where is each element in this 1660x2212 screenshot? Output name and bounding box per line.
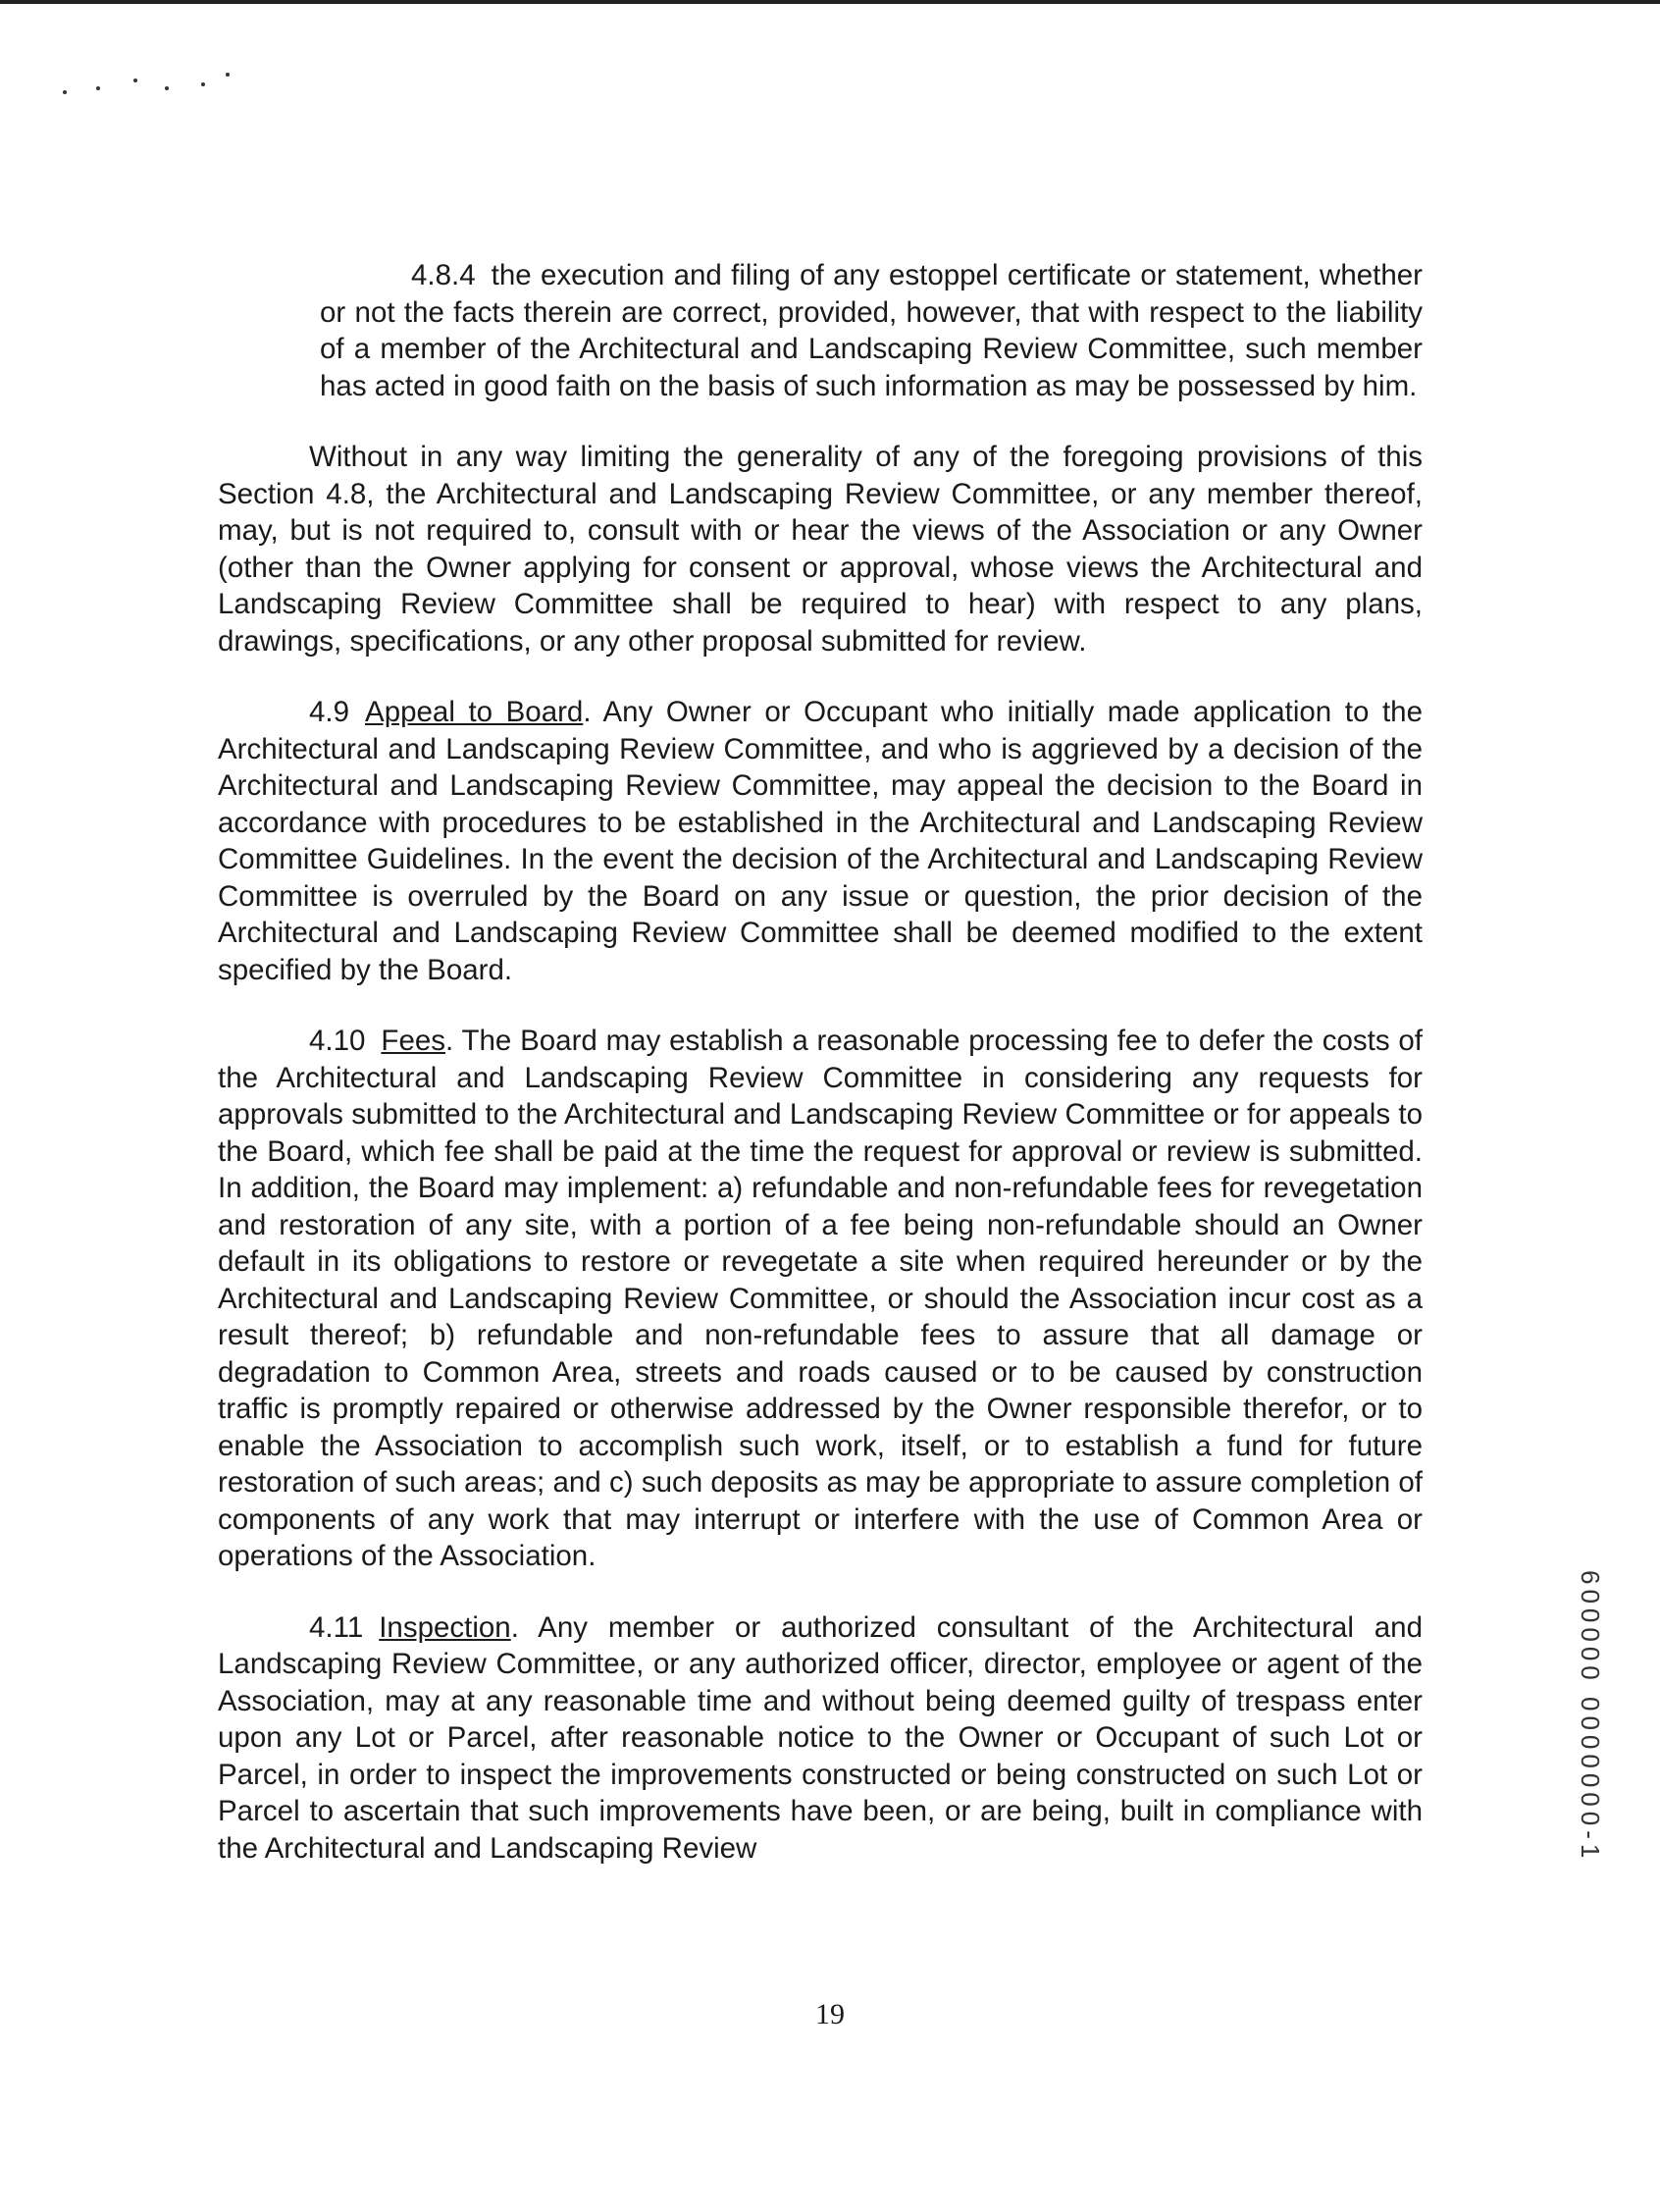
section-number: 4.11 <box>309 1610 364 1644</box>
document-id-stamp: 600000 0000000-1 <box>1576 1570 1605 1864</box>
scan-top-border <box>0 0 1660 4</box>
clause-4-8-4 <box>320 257 1423 404</box>
speckle <box>63 90 67 94</box>
speckle <box>165 86 169 90</box>
section-text: . The Board may establish a reasonable processing fee to defer the costs of the Architectural and Landscaping Review Committee in considering any requests for approvals submitted to the Architectural and Landscaping Review Committee or for appeals to the Board, which fee shall be paid at the time the request for approval or review is submitted. In addition, the Board may implement: a) refundable and non-refundable fees for revegetation and restoration of any site, with a portion of a fee being non-refundable should an Owner default in its obligations to restore or revegetate a site when required hereunder or by the Architectural and Landscaping Review Committee, or should the Association incur cost as a result thereof; b) refundable and non-refundable fees to assure that all damage or degradation to Common Area, streets and roads caused or to be caused by construction traffic is promptly repaired or otherwise addressed by the Owner responsible therefor, or to enable the Association to accomplish such work, itself, or to establish a fund for future restoration of such areas; and c) such deposits as may be appropriate to assure completion of components of any work that may interrupt or interfere with the use of Common Area or operations of the Association. <box>218 1025 1423 1572</box>
section-heading: Appeal to Board <box>365 696 584 728</box>
section-heading: Inspection <box>379 1610 511 1644</box>
clause-text: the execution and filing of any estoppel certificate or statement, whether or not the facts therein are correct, provided, however, that with respect to the liability of a member of the Architectural and Landscaping Review Committee, such member has acted in good faith on the basis of such information as may be possessed by him. <box>320 259 1423 402</box>
section-text: . Any Owner or Occupant who initially made application to the Architectural and Landscaping Review Committee, and who is aggrieved by a decision of the Architectural and Landscaping Review Committee, may appeal the decision to the Board in accordance with procedures to be established in the Architectural and Landscaping Review Committee Guidelines. In the event the decision of the Architectural and Landscaping Review Committee is overruled by the Board on any issue or question, the prior decision of the Architectural and Landscaping Review Committee shall be deemed modified to the extent specified by the Board. <box>218 696 1423 986</box>
clause-number: 4.8.4 <box>411 259 476 291</box>
section-4-10 <box>218 1023 1423 1575</box>
speckle <box>133 79 137 82</box>
speckle <box>96 86 100 90</box>
section-4-9 <box>218 694 1423 988</box>
paragraph-without-limiting <box>218 439 1423 659</box>
section-number: 4.9 <box>309 696 350 728</box>
section-heading: Fees <box>381 1025 446 1057</box>
section-4-11 <box>218 1609 1423 1868</box>
document-body <box>218 257 1423 1901</box>
page-number: 19 <box>815 1998 845 2030</box>
speckle <box>226 73 230 77</box>
section-number: 4.10 <box>309 1025 366 1057</box>
speckle <box>201 82 205 86</box>
paragraph-text: Without in any way limiting the generality of any of the foregoing provisions of this Section 4.8, the Architectural and Landscaping Review Committee, or any member thereof, may, but is not required to, consult with or hear the views of the Association or any Owner (other than the Owner applying for consent or approval, whose views the Architectural and Landscaping Review Committee shall be required to hear) with respect to any plans, drawings, specifications, or any other proposal submitted for review. <box>218 441 1423 658</box>
section-text: . Any member or authorized consultant of the Architectural and Landscaping Review Committee, or any authorized officer, director, employee or agent of the Association, may at any reasonable time and without being deemed guilty of trespass enter upon any Lot or Parcel, after reasonable notice to the Owner or Occupant of such Lot or Parcel, in order to inspect the improvements constructed or being constructed on such Lot or Parcel to ascertain that such improvements have been, or are being, built in compliance with the Architectural and Landscaping Review <box>218 1610 1423 1865</box>
